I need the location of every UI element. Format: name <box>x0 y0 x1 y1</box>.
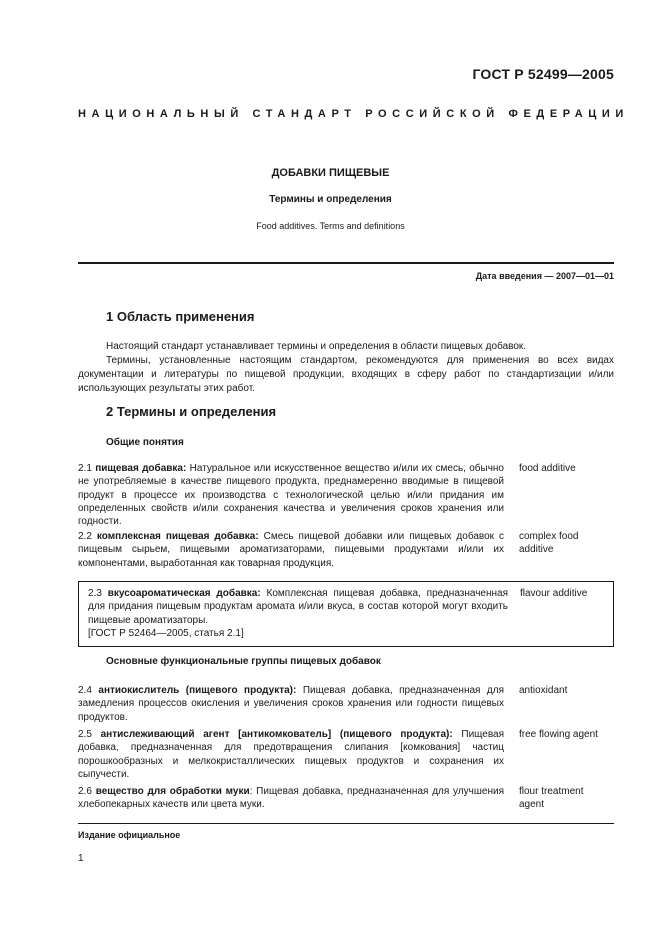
term-entry <box>78 728 614 782</box>
term-number: 2.6 <box>78 786 92 797</box>
term-definition-text <box>78 785 504 812</box>
term-definition-text <box>78 462 504 528</box>
term-name: пищевая добавка: <box>95 463 187 474</box>
term-english: antioxidant <box>519 685 568 696</box>
term-english: free flowing agent <box>519 729 598 740</box>
term-number: 2.3 <box>88 588 102 599</box>
gost-number: ГОСТ Р 52499—2005 <box>472 66 614 82</box>
term-definition: Пищевая добавка, предназначенная для замедления процессов окисления и увеличения сроков хранения или годности пищевых продуктов. <box>78 685 505 723</box>
section-1-heading: 1 Область применения <box>106 309 255 324</box>
intro-date: Дата введения — 2007—01—01 <box>475 271 614 281</box>
document-title: ДОБАВКИ ПИЩЕВЫЕ <box>271 167 390 179</box>
term-english: flour treatment agent <box>519 786 584 811</box>
term-name: антислеживающий агент [антикомкователь] (пищевого продукта): <box>100 729 453 740</box>
document-english-title: Food additives. Terms and definitions <box>256 221 405 231</box>
section-1-paragraph: Настоящий стандарт устанавливает термины и определения в области пищевых добавок. <box>106 341 527 352</box>
section-1-paragraph: Термины, установленные настоящим стандартом, рекомендуются для применения во всех видах документации и литературы по пищевой продукции, входящих в сферу работ по стандартизации и/или использующих результаты этих работ. <box>78 355 614 394</box>
subheading-general: Общие понятия <box>106 437 184 448</box>
term-entry <box>78 462 614 528</box>
term-definition: Натуральное или искусственное вещество и/или их смесь, обычно не употребляемые в качестве пищевого продукта, преднамеренно вводимые в пищевой продукт в процессе их производства с технологической целью и/или придания им определенных свойств и/или сохранения качества и увеличения сроков хранения или годности. <box>78 463 504 528</box>
official-edition-label: Издание официальное <box>78 830 181 840</box>
term-definition-text <box>78 684 504 724</box>
term-number: 2.2 <box>78 531 92 542</box>
term-number: 2.4 <box>78 685 92 696</box>
term-number: 2.1 <box>78 463 92 474</box>
term-definition: Пищевая добавка, предназначенная для предотвращения слипания [комкования] частиц порошкообразных и мелкокристаллических пищевых продуктов и сохранения их сыпучести. <box>78 729 505 780</box>
term-definition: Смесь пищевой добавки или пищевых добавок с пищевым сырьем, пищевыми ароматизаторами, пищевыми продуктами и/или их компонентами, выработанная как товарная продукция. <box>78 531 505 569</box>
term-english: complex food additive <box>519 531 579 556</box>
document-subtitle: Термины и определения <box>269 194 392 205</box>
term-name: вкусоароматическая добавка: <box>107 588 261 599</box>
term-entry <box>78 530 614 570</box>
term-name: вещество для обработки муки <box>95 786 250 797</box>
term-definition-text <box>78 530 504 570</box>
term-definition: Комплексная пищевая добавка, предназначенная для придания пищевым продуктам аромата и/или вкуса, в состав которой могут входить пищевые ароматизаторы. <box>88 588 509 626</box>
footer-divider <box>78 823 614 824</box>
term-english: flavour additive <box>520 588 588 599</box>
subheading-functional: Основные функциональные группы пищевых добавок <box>106 656 381 667</box>
term-definition: : Пищевая добавка, предназначенная для улучшения хлебопекарных качеств или цвета муки. <box>78 786 504 811</box>
national-standard-banner: НАЦИОНАЛЬНЫЙ СТАНДАРТ РОССИЙСКОЙ ФЕДЕРАЦИИ <box>78 108 629 120</box>
section-2-heading: 2 Термины и определения <box>106 404 277 419</box>
section-1-body <box>78 340 614 396</box>
title-divider <box>78 262 614 264</box>
term-english: food additive <box>519 463 576 474</box>
term-definition-text <box>78 728 504 781</box>
term-definition-text <box>88 587 508 640</box>
term-name: антиокислитель (пищевого продукта): <box>98 685 297 696</box>
term-entry <box>78 785 614 815</box>
term-name: комплексная пищевая добавка: <box>96 531 259 542</box>
term-reference: [ГОСТ Р 52464—2005, статья 2.1] <box>88 627 244 639</box>
term-entry <box>78 684 614 724</box>
term-number: 2.5 <box>78 729 92 740</box>
boxed-term-entry <box>78 581 614 647</box>
page-number: 1 <box>78 853 84 864</box>
